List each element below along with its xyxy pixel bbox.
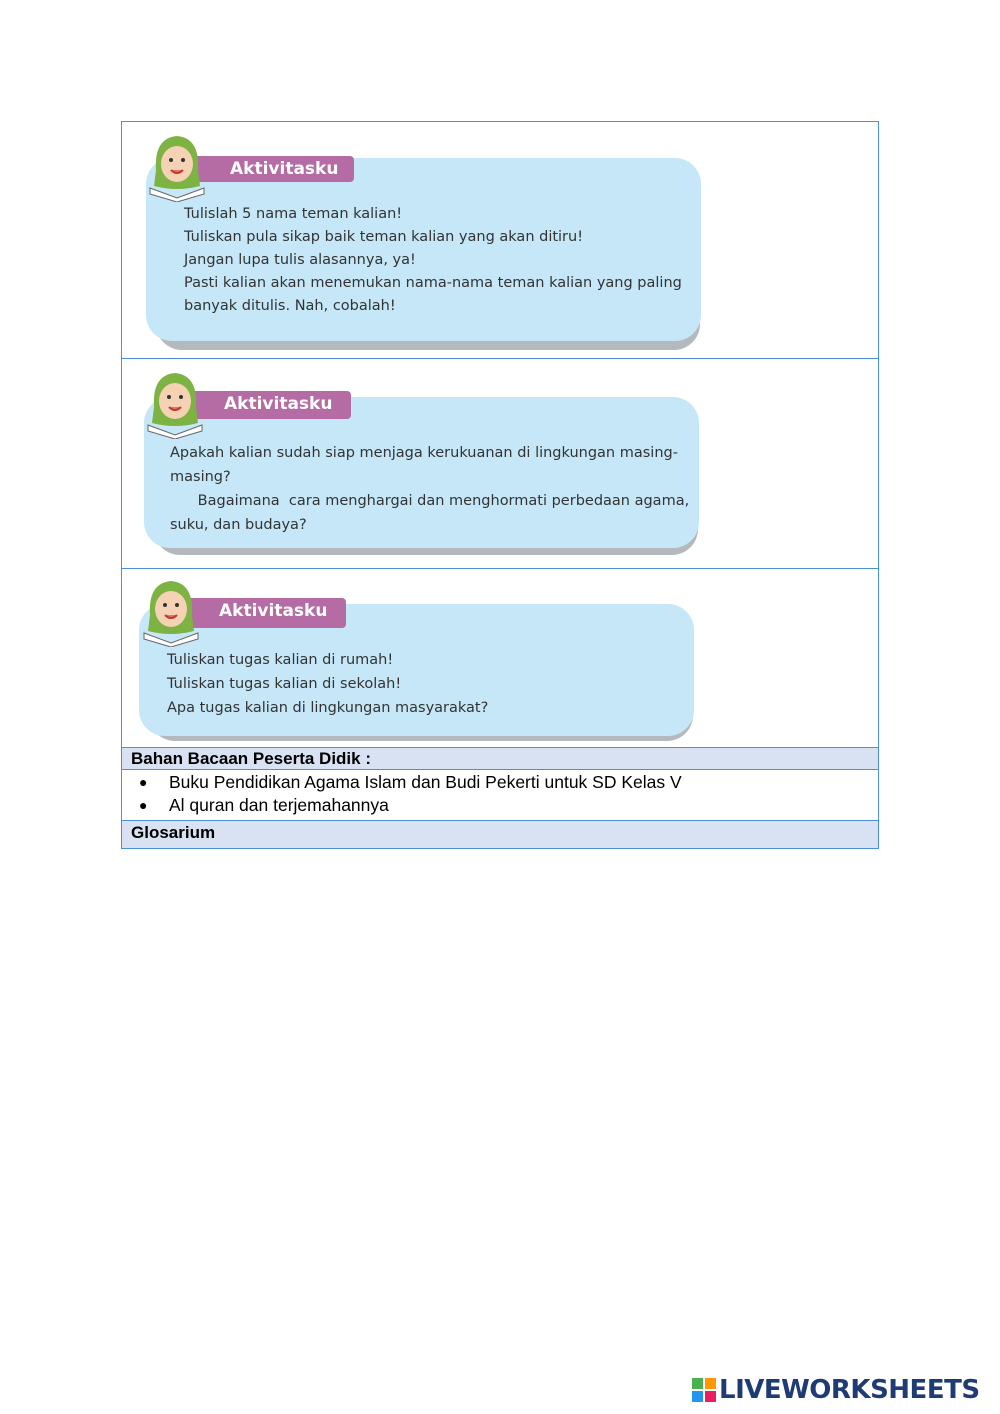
activity-text bbox=[184, 203, 694, 318]
worksheet-table bbox=[121, 121, 879, 849]
mascot-girl-icon bbox=[144, 367, 206, 439]
glossary-header: Glosarium bbox=[122, 821, 878, 848]
text-line: Tuliskan tugas kalian di sekolah! bbox=[167, 676, 402, 692]
activity-card-3 bbox=[139, 601, 695, 745]
logo-grid-icon bbox=[692, 1378, 716, 1402]
list-item bbox=[122, 770, 878, 793]
text-line: Tulislah 5 nama teman kalian! bbox=[184, 206, 403, 222]
activity-text bbox=[170, 441, 695, 537]
activity-row-1 bbox=[122, 122, 878, 359]
list-item bbox=[122, 793, 878, 816]
text-line: Jangan lupa tulis alasannya, ya! bbox=[184, 252, 416, 268]
reading-header: Bahan Bacaan Peserta Didik : bbox=[122, 748, 878, 770]
activity-title: Aktivitasku bbox=[188, 391, 351, 419]
text-line: Tuliskan pula sikap baik teman kalian yang akan ditiru! bbox=[184, 229, 584, 245]
text-line: banyak ditulis. Nah, cobalah! bbox=[184, 298, 396, 314]
text-line: suku, dan budaya? bbox=[170, 517, 307, 533]
bullet-icon: ● bbox=[139, 797, 148, 813]
text-line: masing? bbox=[170, 469, 231, 485]
bullet-icon: ● bbox=[139, 774, 148, 790]
list-item-text: Buku Pendidikan Agama Islam dan Budi Pekerti untuk SD Kelas V bbox=[169, 772, 682, 792]
list-item-text: Al quran dan terjemahannya bbox=[169, 795, 389, 815]
text-line: Tuliskan tugas kalian di rumah! bbox=[167, 652, 394, 668]
activity-title: Aktivitasku bbox=[194, 156, 354, 182]
text-line: Pasti kalian akan menemukan nama-nama teman kalian yang paling bbox=[184, 275, 682, 291]
activity-row-3 bbox=[122, 569, 878, 748]
activity-row-2 bbox=[122, 359, 878, 569]
activity-card-2 bbox=[144, 394, 700, 559]
reading-list bbox=[122, 770, 878, 821]
mascot-girl-icon bbox=[146, 130, 208, 202]
activity-title: Aktivitasku bbox=[183, 598, 346, 628]
activity-card-1 bbox=[146, 158, 702, 354]
text-line: Apa tugas kalian di lingkungan masyarakat? bbox=[167, 700, 489, 716]
mascot-girl-icon bbox=[140, 575, 202, 647]
text-line: Apakah kalian sudah siap menjaga kerukuanan di lingkungan masing- bbox=[170, 445, 678, 461]
text-line: Bagaimana cara menghargai dan menghormati perbedaan agama, bbox=[170, 493, 690, 509]
brand-text: LIVEWORKSHEETS bbox=[719, 1375, 980, 1405]
liveworksheets-logo bbox=[692, 1375, 980, 1405]
activity-text bbox=[167, 648, 687, 720]
